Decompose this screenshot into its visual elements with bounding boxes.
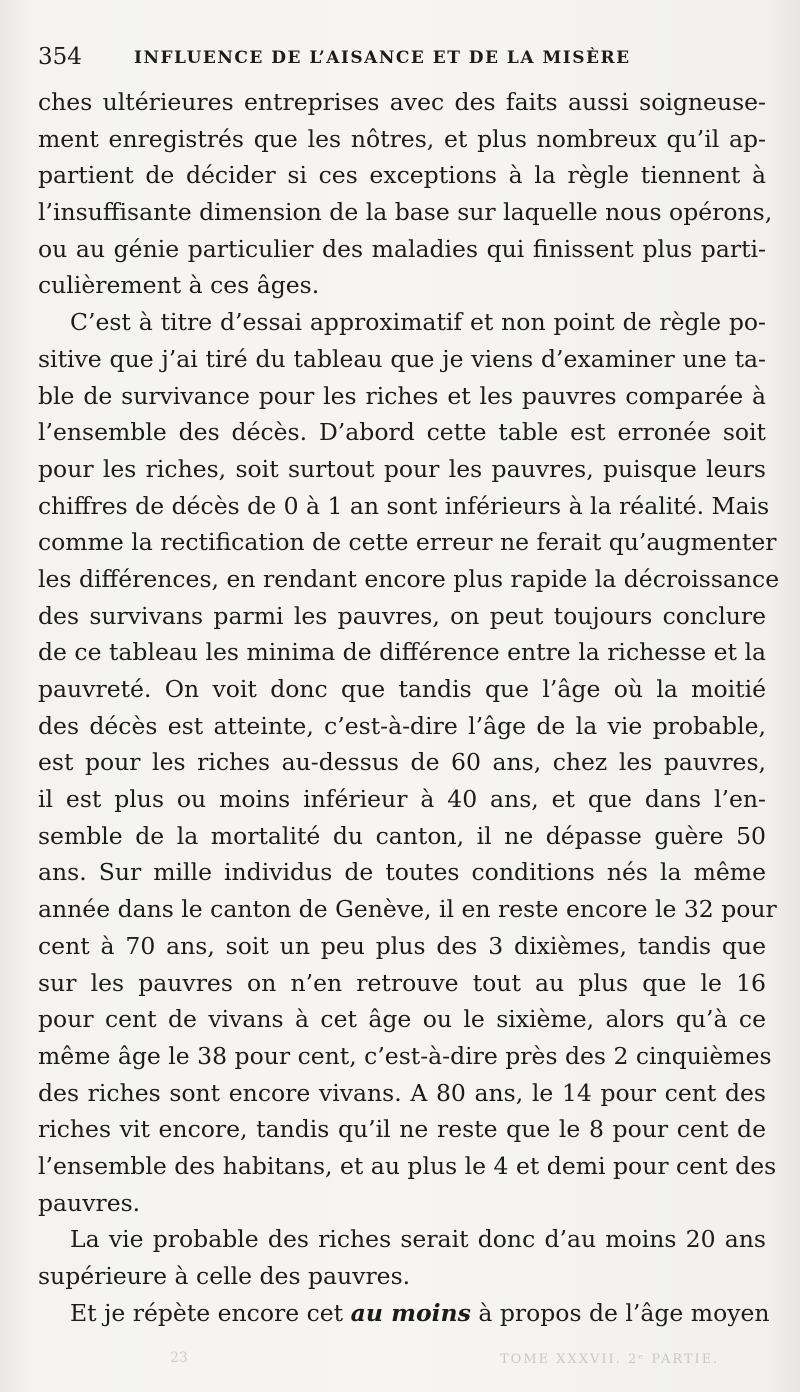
sheet-number: 23 (170, 1350, 188, 1366)
text-line: pauvreté. On voit donc que tandis que l’âge où la moitié (38, 675, 766, 703)
text-line: riches vit encore, tandis qu’il ne reste que le 8 pour cent de (38, 1115, 766, 1144)
text-line (38, 1295, 770, 1332)
text-line: des riches sont encore vivans. A 80 ans, le 14 pour cent des (38, 1078, 766, 1107)
text-line: il est plus ou moins inférieur à 40 ans, et que dans l’en- (38, 785, 766, 814)
text-line: culièrement à ces âges. (38, 271, 320, 300)
emphasis-text: au moins (350, 1298, 471, 1327)
text-line: ans. Sur mille individus de toutes conditions nés la même (38, 858, 766, 887)
text-line: supérieure à celle des pauvres. (38, 1262, 411, 1290)
text-line: ment enregistrés que les nôtres, et plus nombreux qu’il ap- (38, 124, 766, 153)
text-line: ou au génie particulier des maladies qui finissent plus parti- (38, 234, 766, 263)
text-line: l’insuffisante dimension de la base sur laquelle nous opérons, (38, 198, 773, 227)
running-title: INFLUENCE DE L’AISANCE ET DE LA MISÈRE (134, 48, 631, 68)
text-line: La vie probable des riches serait donc d’au moins 20 ans (70, 1225, 766, 1254)
page-number: 354 (38, 44, 82, 70)
text-line: année dans le canton de Genève, il en reste encore le 32 pour (38, 895, 777, 924)
text-fragment: à propos de l’âge moyen (470, 1298, 770, 1327)
text-line: sitive que j’ai tiré du tableau que je viens d’examiner une ta- (38, 344, 766, 373)
text-line: ches ultérieures entreprises avec des faits aussi soigneuse- (38, 88, 766, 116)
signature-mark: TOME XXXVII. 2ᵉ PARTIE. (500, 1352, 720, 1367)
text-line: pour cent de vivans à cet âge ou le sixième, alors qu’à ce (38, 1005, 766, 1034)
text-fragment: Et je répète encore cet (70, 1298, 351, 1327)
text-line: C’est à titre d’essai approximatif et non point de règle po- (70, 308, 766, 337)
text-line: ble de survivance pour les riches et les pauvres comparée à (38, 381, 766, 410)
text-line: sur les pauvres on n’en retrouve tout au plus que le 16 (38, 968, 766, 997)
body-text (38, 84, 780, 1331)
text-line: les différences, en rendant encore plus rapide la décroissance (38, 564, 780, 593)
text-line: comme la rectification de cette erreur ne ferait qu’augmenter (38, 528, 777, 557)
text-line: pour les riches, soit surtout pour les pauvres, puisque leurs (38, 454, 766, 483)
text-line: pauvres. (38, 1188, 141, 1217)
text-line: des survivans parmi les pauvres, on peut toujours conclure (38, 601, 766, 630)
text-line: des décès est atteinte, c’est-à-dire l’âge de la vie probable, (38, 711, 766, 740)
text-line: chiffres de décès de 0 à 1 an sont inférieurs à la réalité. Mais (38, 491, 770, 520)
text-line: même âge le 38 pour cent, c’est-à-dire près des 2 cinquièmes (38, 1041, 772, 1070)
text-line: semble de la mortalité du canton, il ne dépasse guère 50 (38, 821, 766, 850)
text-line: de ce tableau les minima de différence entre la richesse et la (38, 638, 766, 667)
page-header (38, 44, 758, 78)
text-line: l’ensemble des décès. D’abord cette table est erronée soit (38, 418, 766, 447)
text-line: l’ensemble des habitans, et au plus le 4 et demi pour cent des (38, 1151, 777, 1180)
text-line: partient de décider si ces exceptions à la règle tiennent à (38, 161, 766, 190)
text-line: est pour les riches au-dessus de 60 ans, chez les pauvres, (38, 748, 766, 777)
text-line: cent à 70 ans, soit un peu plus des 3 dixièmes, tandis que (38, 931, 766, 960)
